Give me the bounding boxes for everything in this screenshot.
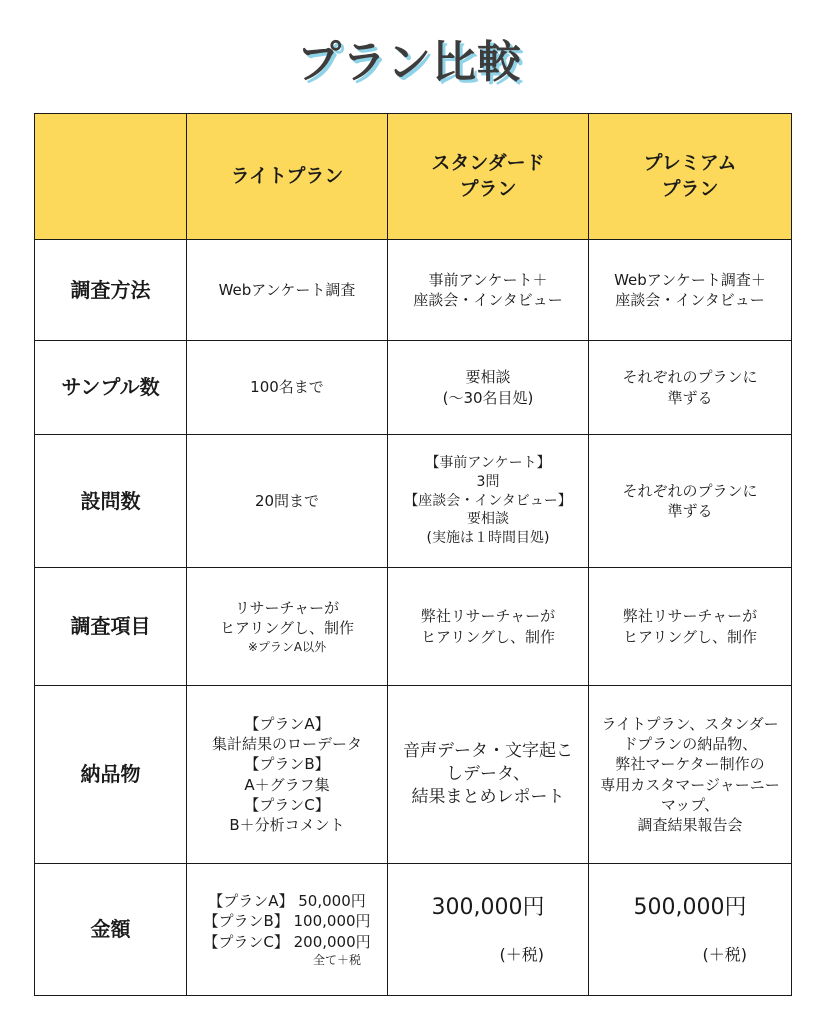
cell-standard-price <box>388 864 589 996</box>
cell-lite-questions: 20問まで <box>187 435 388 568</box>
header-premium-plan: プレミアム プラン <box>589 114 792 240</box>
header-standard-plan: スタンダード プラン <box>388 114 589 240</box>
premium-price-value: 500,000円 <box>633 895 747 921</box>
table-row-samples <box>35 341 792 435</box>
row-label-price: 金額 <box>35 864 187 996</box>
cell-premium-deliverables: ライトプラン、スタンダー ドプランの納品物、 弊社マーケター制作の 専用カスタマージャーニー マップ、 調査結果報告会 <box>589 686 792 864</box>
row-label-method: 調査方法 <box>35 240 187 341</box>
cell-premium-items: 弊社リサーチャーが ヒアリングし、制作 <box>589 568 792 686</box>
cell-standard-questions: 【事前アンケート】 3問 【座談会・インタビュー】 要相談 (実施は１時間目処) <box>388 435 589 568</box>
cell-lite-price <box>187 864 388 996</box>
table-row-questions <box>35 435 792 568</box>
cell-lite-items <box>187 568 388 686</box>
row-label-items: 調査項目 <box>35 568 187 686</box>
table-row-deliverables <box>35 686 792 864</box>
cell-standard-deliverables: 音声データ・文字起こ しデータ、 結果まとめレポート <box>388 686 589 864</box>
cell-lite-price-tax: 全て＋税 <box>312 952 361 967</box>
standard-price-value: 300,000円 <box>431 895 545 921</box>
plan-comparison-table <box>34 113 792 996</box>
cell-lite-samples: 100名まで <box>187 341 388 435</box>
cell-standard-items: 弊社リサーチャーが ヒアリングし、制作 <box>388 568 589 686</box>
table-header-row <box>35 114 792 240</box>
table-row-price <box>35 864 792 996</box>
cell-lite-items-text: リサーチャーが ヒアリングし、制作 <box>219 599 355 638</box>
table-row-method <box>35 240 792 341</box>
premium-price-tax: (＋税) <box>702 945 747 965</box>
cell-lite-deliverables: 【プランA】 集計結果のローデータ 【プランB】 A＋グラフ集 【プランC】 B＋分析コメント <box>187 686 388 864</box>
row-label-deliverables: 納品物 <box>35 686 187 864</box>
cell-standard-method: 事前アンケート＋ 座談会・インタビュー <box>388 240 589 341</box>
page-title: プラン比較 <box>297 37 522 88</box>
header-lite-plan: ライトプラン <box>187 114 388 240</box>
row-label-samples: サンプル数 <box>35 341 187 435</box>
cell-premium-price <box>589 864 792 996</box>
cell-lite-method: Webアンケート調査 <box>187 240 388 341</box>
cell-premium-questions: それぞれのプランに 準ずる <box>589 435 792 568</box>
cell-standard-samples: 要相談 (〜30名目処) <box>388 341 589 435</box>
standard-price-tax: (＋税) <box>499 945 544 965</box>
cell-lite-items-note: ※プランA以外 <box>247 639 327 654</box>
header-corner <box>35 114 187 240</box>
cell-premium-method: Webアンケート調査＋ 座談会・インタビュー <box>589 240 792 341</box>
row-label-questions: 設問数 <box>35 435 187 568</box>
cell-lite-price-list: 【プランA】 50,000円 【プランB】 100,000円 【プランC】 200,000円 <box>203 892 371 951</box>
cell-premium-samples: それぞれのプランに 準ずる <box>589 341 792 435</box>
table-row-items <box>35 568 792 686</box>
